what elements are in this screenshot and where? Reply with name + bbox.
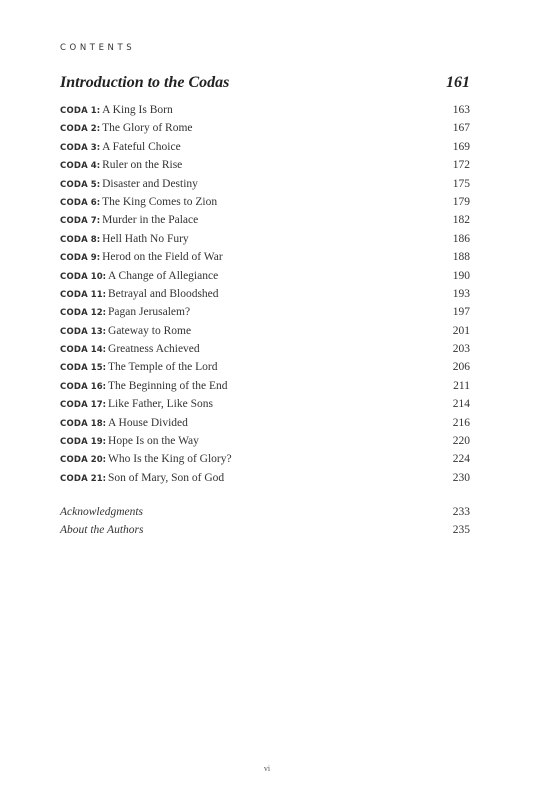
toc-entry-coda[interactable] — [60, 417, 470, 435]
coda-number: 1: — [90, 106, 101, 116]
coda-number: 15: — [90, 363, 107, 374]
toc-entry-coda[interactable] — [60, 233, 470, 251]
toc-entry-back-matter[interactable] — [60, 506, 470, 524]
toc-entry-coda[interactable] — [60, 343, 470, 361]
coda-entry-left — [60, 288, 219, 300]
coda-label: CODA — [60, 271, 88, 282]
coda-title: The King Comes to Zion — [102, 195, 218, 208]
coda-entry-left — [60, 325, 191, 337]
coda-page-number: 201 — [452, 324, 470, 337]
back-matter-page-number: 235 — [452, 524, 470, 536]
coda-title: A Fateful Choice — [102, 140, 181, 153]
coda-title: The Temple of the Lord — [108, 361, 218, 374]
coda-title: Hell Hath No Fury — [102, 232, 189, 245]
toc-entry-coda[interactable] — [60, 122, 470, 140]
coda-label: CODA — [60, 234, 88, 245]
coda-number: 5: — [90, 179, 101, 190]
coda-page-number: 175 — [452, 177, 470, 190]
coda-label: CODA — [60, 142, 88, 153]
coda-label: CODA — [60, 308, 88, 319]
coda-number: 2: — [90, 124, 101, 135]
toc-entry-coda[interactable] — [60, 104, 470, 122]
coda-number: 6: — [90, 197, 101, 208]
coda-label: CODA — [60, 197, 88, 208]
coda-number: 8: — [90, 234, 101, 245]
intro-page-number: 161 — [446, 74, 470, 91]
coda-entry-left — [60, 159, 182, 171]
back-matter-list — [60, 506, 470, 542]
coda-title: A Change of Allegiance — [108, 269, 219, 282]
coda-label: CODA — [60, 345, 88, 356]
coda-number: 20: — [90, 455, 107, 466]
coda-page-number: 224 — [452, 453, 470, 466]
toc-entry-coda[interactable] — [60, 472, 470, 490]
coda-number: 9: — [90, 253, 101, 264]
coda-number: 4: — [90, 161, 101, 172]
coda-number: 3: — [90, 142, 101, 153]
coda-label: CODA — [60, 473, 88, 484]
coda-title: Son of Mary, Son of God — [108, 471, 225, 484]
coda-entry-left — [60, 472, 224, 484]
toc-entry-coda[interactable] — [60, 288, 470, 306]
toc-entry-coda[interactable] — [60, 214, 470, 232]
coda-page-number: 172 — [452, 159, 470, 172]
coda-title: The Glory of Rome — [102, 122, 193, 135]
coda-page-number: 186 — [452, 232, 470, 245]
coda-page-number: 214 — [452, 398, 470, 411]
coda-entry-left — [60, 435, 199, 447]
coda-number: 10: — [90, 271, 107, 282]
coda-page-number: 167 — [452, 122, 470, 135]
coda-page-number: 206 — [452, 361, 470, 374]
coda-label: CODA — [60, 418, 88, 429]
coda-title: Pagan Jerusalem? — [108, 306, 191, 319]
coda-entry-left — [60, 361, 218, 373]
coda-label: CODA — [60, 161, 88, 172]
coda-label: CODA — [60, 106, 88, 116]
coda-page-number: 193 — [452, 287, 470, 300]
coda-entry-left — [60, 270, 218, 282]
coda-number: 13: — [90, 326, 107, 337]
back-matter-title: About the Authors — [60, 524, 144, 536]
coda-label: CODA — [60, 179, 88, 190]
coda-label: CODA — [60, 253, 88, 264]
coda-number: 11: — [90, 289, 107, 300]
coda-entry-left — [60, 141, 181, 153]
coda-entry-left — [60, 122, 193, 134]
toc-entry-coda[interactable] — [60, 435, 470, 453]
contents-heading: CONTENTS — [60, 43, 136, 53]
coda-entry-left — [60, 251, 223, 263]
toc-entry-coda[interactable] — [60, 141, 470, 159]
coda-label: CODA — [60, 400, 88, 411]
coda-entry-left — [60, 233, 189, 245]
coda-entry-left — [60, 306, 190, 318]
coda-entry-left — [60, 214, 198, 226]
toc-entry-coda[interactable] — [60, 398, 470, 416]
coda-label: CODA — [60, 216, 88, 227]
coda-page-number: 182 — [452, 214, 470, 227]
coda-title: Herod on the Field of War — [102, 251, 223, 264]
coda-label: CODA — [60, 326, 88, 337]
coda-label: CODA — [60, 289, 88, 300]
coda-page-number: 220 — [452, 435, 470, 448]
coda-list — [60, 104, 470, 490]
toc-entry-coda[interactable] — [60, 325, 470, 343]
toc-entry-coda[interactable] — [60, 270, 470, 288]
coda-page-number: 188 — [452, 251, 470, 264]
coda-label: CODA — [60, 363, 88, 374]
coda-title: Hope Is on the Way — [108, 435, 199, 448]
coda-page-number: 203 — [452, 343, 470, 356]
coda-title: Betrayal and Bloodshed — [108, 287, 219, 300]
coda-page-number: 163 — [452, 104, 470, 116]
coda-entry-left — [60, 398, 213, 410]
toc-entry-coda[interactable] — [60, 306, 470, 324]
coda-entry-left — [60, 343, 200, 355]
coda-number: 7: — [90, 216, 101, 227]
toc-entry-coda[interactable] — [60, 159, 470, 177]
coda-page-number: 211 — [453, 379, 470, 392]
toc-entry-coda[interactable] — [60, 380, 470, 398]
coda-entry-left — [60, 104, 173, 116]
intro-title: Introduction to the Codas — [60, 74, 230, 91]
coda-entry-left — [60, 453, 232, 465]
coda-number: 17: — [90, 400, 107, 411]
coda-entry-left — [60, 417, 188, 429]
coda-entry-left — [60, 380, 227, 392]
coda-title: Who Is the King of Glory? — [108, 453, 232, 466]
coda-page-number: 179 — [452, 195, 470, 208]
coda-title: Murder in the Palace — [102, 214, 199, 227]
coda-page-number: 190 — [452, 269, 470, 282]
toc-entry-intro[interactable] — [60, 74, 470, 92]
toc-entry-coda[interactable] — [60, 178, 470, 196]
coda-label: CODA — [60, 437, 88, 448]
toc-entry-coda[interactable] — [60, 251, 470, 269]
coda-title: Disaster and Destiny — [102, 177, 198, 190]
back-matter-title: Acknowledgments — [60, 506, 144, 518]
toc-entry-coda[interactable] — [60, 361, 470, 379]
coda-title: Ruler on the Rise — [102, 159, 183, 172]
toc-entry-back-matter[interactable] — [60, 524, 470, 542]
coda-title: Like Father, Like Sons — [108, 398, 213, 411]
coda-number: 14: — [90, 345, 107, 356]
coda-entry-left — [60, 178, 198, 190]
coda-entry-left — [60, 196, 217, 208]
toc-entry-coda[interactable] — [60, 196, 470, 214]
back-matter-page-number: 233 — [452, 506, 470, 518]
toc-entry-coda[interactable] — [60, 453, 470, 471]
coda-title: The Beginning of the End — [108, 379, 228, 392]
coda-label: CODA — [60, 455, 88, 466]
coda-page-number: 169 — [452, 140, 470, 153]
coda-page-number: 216 — [452, 416, 470, 429]
coda-label: CODA — [60, 381, 88, 392]
coda-title: Gateway to Rome — [108, 324, 192, 337]
coda-title: Greatness Achieved — [108, 343, 200, 356]
coda-title: A King Is Born — [102, 104, 173, 116]
coda-page-number: 230 — [452, 471, 470, 484]
coda-page-number: 197 — [452, 306, 470, 319]
coda-number: 18: — [90, 418, 107, 429]
coda-label: CODA — [60, 124, 88, 135]
coda-number: 16: — [90, 381, 107, 392]
coda-number: 12: — [90, 308, 107, 319]
page-folio: vi — [263, 764, 271, 773]
coda-number: 21: — [90, 473, 107, 484]
coda-number: 19: — [90, 437, 107, 448]
coda-title: A House Divided — [108, 416, 188, 429]
